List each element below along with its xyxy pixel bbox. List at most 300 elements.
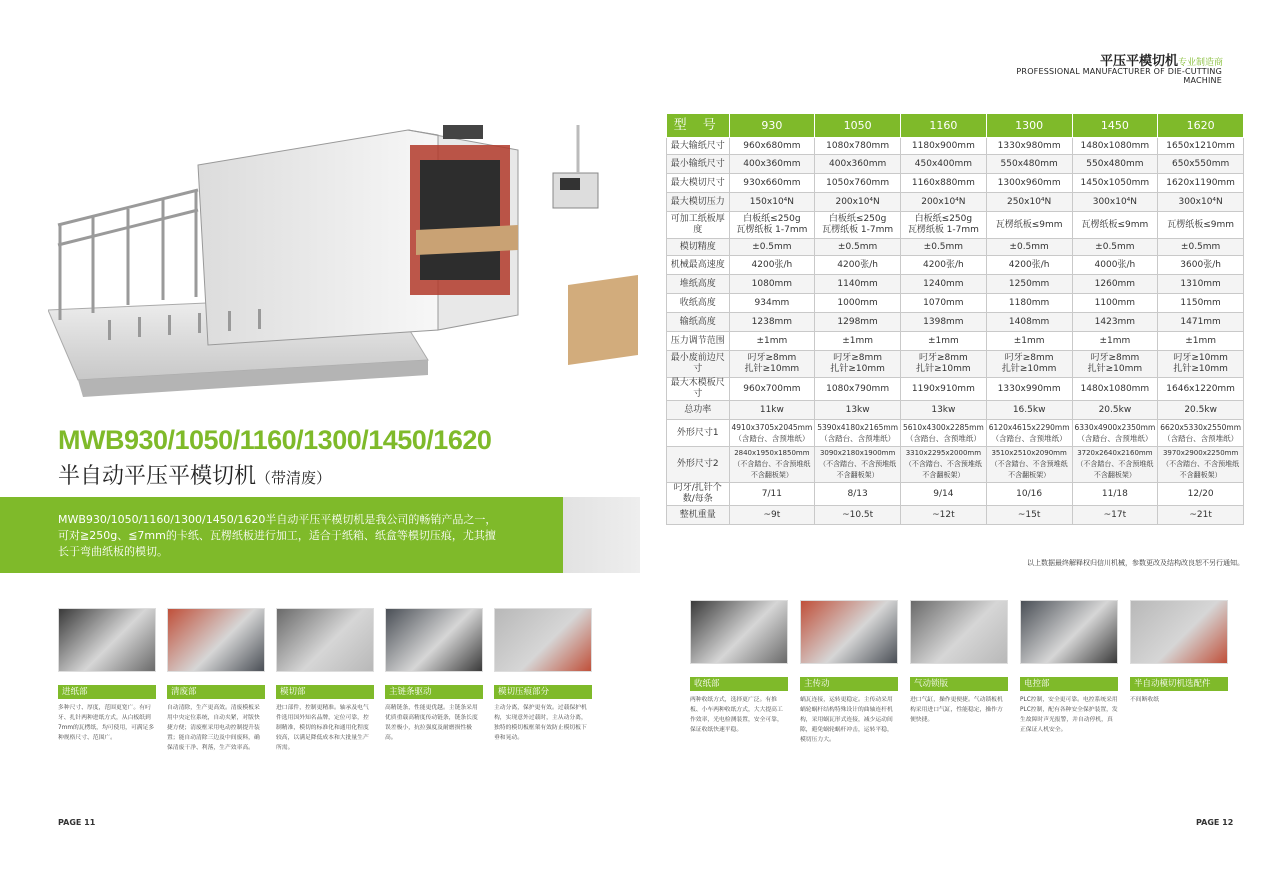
spec-cell-line: 13kw [931, 404, 956, 415]
spec-cell-line: 13kw [845, 404, 870, 415]
spec-cell [815, 212, 901, 239]
spec-cell [1072, 483, 1158, 506]
spec-row [667, 483, 1244, 506]
feature-photo [800, 600, 898, 664]
spec-cell-line: ±1mm [1013, 335, 1045, 346]
spec-cell-line: 3600张/h [1180, 259, 1221, 270]
spec-row-label: 最大模切压力 [667, 193, 730, 212]
spec-cell-line: ±1mm [756, 335, 788, 346]
feature-photo [1130, 600, 1228, 664]
spec-cell-line: （含踏台、含预堆纸） [1077, 434, 1153, 443]
header-title: 平压平模切机专业制造商 [1100, 54, 1224, 69]
spec-table [666, 113, 1244, 525]
product-description: MWB930/1050/1160/1300/1450/1620半自动平压平模切机是我公司的畅销产品之一，可对≧250g、≦7mm的卡纸、瓦楞纸板进行加工，适合于纸箱、纸盒等模切压痕，尤其擅长于弯曲纸板的模切。 [58, 513, 497, 558]
spec-cell [729, 483, 815, 506]
spec-cell-line: ±0.5mm [837, 241, 878, 252]
spec-row-label: 收纸高度 [667, 294, 730, 313]
page-number-right: PAGE 12 [1196, 818, 1234, 827]
spec-cell [815, 401, 901, 420]
spec-row-label: 外形尺寸2 [667, 447, 730, 483]
spec-cell [1158, 193, 1244, 212]
spec-cell [729, 378, 815, 401]
spec-cell-line: ±1mm [1099, 335, 1131, 346]
spec-cell-line: 瓦楞纸板≤9mm [1081, 219, 1149, 230]
spec-model-1620: 1620 [1158, 114, 1244, 138]
spec-row-label: 输纸高度 [667, 313, 730, 332]
spec-row-label: 最大模切尺寸 [667, 174, 730, 193]
spec-cell-line: （含踏台、含预堆纸） [734, 434, 810, 443]
spec-cell [1072, 155, 1158, 174]
spec-row-label: 可加工纸板厚度 [667, 212, 730, 239]
feature-text: 高精链条，性能更优越。主链条采用优质重载高精度传动链条，链条长度误差极小，抗拉强度及耐磨损性极高。 [385, 705, 478, 741]
spec-cell [729, 401, 815, 420]
spec-cell-line: 白板纸≤250g [828, 214, 887, 224]
spec-cell-line: 叼牙≥10mm [1173, 353, 1228, 363]
spec-cell-line: 1650x1210mm [1166, 140, 1235, 151]
spec-cell [901, 275, 987, 294]
spec-cell [901, 447, 987, 483]
spec-model-1160: 1160 [901, 114, 987, 138]
spec-row [667, 138, 1244, 155]
spec-cell-line: 10/16 [1016, 488, 1043, 499]
feature-label: 进纸部 [58, 685, 156, 699]
spec-cell [1158, 378, 1244, 401]
spec-row [667, 401, 1244, 420]
spec-cell-line: ~10.5t [842, 509, 874, 520]
spec-cell-line: 650x550mm [1172, 158, 1230, 169]
spec-row-label: 最大输纸尺寸 [667, 138, 730, 155]
spec-model-1450: 1450 [1072, 114, 1158, 138]
header-title-en: PROFESSIONAL MANUFACTURER OF DIE-CUTTING MACHINE [1016, 67, 1222, 85]
spec-model-1050: 1050 [815, 114, 901, 138]
spec-cell [986, 275, 1072, 294]
spec-cell-line: 1080x780mm [826, 140, 890, 151]
spec-cell [815, 193, 901, 212]
spec-cell-line: 1620x1190mm [1166, 177, 1235, 188]
spec-cell-line: 300x10⁴N [1092, 196, 1138, 207]
spec-cell-line: ~21t [1189, 509, 1212, 520]
spec-row-label: 最小输纸尺寸 [667, 155, 730, 174]
spec-cell [901, 401, 987, 420]
spec-cell-line: 3720x2640x2160mm [1077, 449, 1153, 457]
spec-cell [729, 351, 815, 378]
spec-cell [901, 239, 987, 256]
feature-text: 自动清除，生产更高效。清废模板采用中央定位系统，自动夹紧，对版快捷方便；清废框采用电动控制提升装置；能自动清除三边及中间废料，确保清废干净、利落，生产效率高。 [167, 705, 260, 751]
feature-text: 两种收纸方式，选择更广泛。有推板、小车两种收纸方式，大大提高工作效率，光电检测装置，安全可靠，保证收纸快速平稳。 [690, 697, 783, 733]
spec-cell-line: 不含翻板架） [1179, 471, 1222, 479]
spec-note: 以上数据最终解释权归信川机械，参数更改及结构改良恕不另行通知。 [1027, 559, 1244, 567]
spec-cell-line: ±0.5mm [1180, 241, 1221, 252]
spec-cell [1158, 212, 1244, 239]
spec-cell-line: ±0.5mm [923, 241, 964, 252]
spec-cell [815, 174, 901, 193]
spec-cell-line: 叼牙≥8mm [1004, 353, 1054, 363]
spec-cell-line: 1070mm [923, 297, 964, 308]
spec-cell [986, 174, 1072, 193]
feature-text: 主动分离，保护更有效。过载保护机构，实现意外过载时，主从动分离，独特的模切板框架有效防止模切板下垂和晃动。 [494, 705, 587, 741]
feature-label: 模切压痕部分 [494, 685, 592, 699]
spec-model-930: 930 [729, 114, 815, 138]
spec-cell [986, 506, 1072, 525]
spec-cell-line: 8/13 [847, 488, 868, 499]
feature-photo [385, 608, 483, 672]
spec-row [667, 174, 1244, 193]
spec-cell-line: 1298mm [837, 316, 878, 327]
spec-cell [815, 483, 901, 506]
spec-cell [815, 138, 901, 155]
spec-row [667, 294, 1244, 313]
spec-cell-line: 1140mm [837, 278, 878, 289]
spec-cell [729, 506, 815, 525]
spec-cell-line: 9/14 [933, 488, 954, 499]
spec-cell-line: ±0.5mm [752, 241, 792, 252]
spec-cell [1158, 483, 1244, 506]
spec-cell [1072, 401, 1158, 420]
feature-text: 蜗瓦连接，运转更稳定。主传动采用蜗轮蜗杆结构特殊设计的曲轴连杆机构，采用蜗瓦形式连接，减少运动间隙，避免蜗轮蜗杆冲击，运转平稳，模切压力大。 [800, 697, 893, 743]
spec-cell [729, 313, 815, 332]
spec-cell [1072, 447, 1158, 483]
page-number-left: PAGE 11 [58, 818, 96, 827]
spec-cell-line: （含踏台、含预堆纸） [820, 434, 896, 443]
spec-cell-line: 200x10⁴N [921, 196, 966, 207]
product-model: MWB930/1050/1160/1300/1450/1620 [58, 425, 492, 455]
spec-cell-line: 3510x2510x2090mm [991, 449, 1067, 457]
spec-cell [986, 239, 1072, 256]
spec-cell-line: 960x700mm [743, 383, 801, 394]
spec-row-label: 最大木模板尺寸 [667, 378, 730, 401]
spec-row [667, 447, 1244, 483]
spec-row-label: 压力调节范围 [667, 332, 730, 351]
spec-cell-line: （含踏台、含预堆纸） [991, 434, 1067, 443]
spec-cell [901, 256, 987, 275]
spec-cell [901, 193, 987, 212]
feature-photo [167, 608, 265, 672]
spec-cell-line: 1050x760mm [826, 177, 890, 188]
header-subtitle: 专业制造商 [1178, 58, 1224, 68]
spec-cell [1158, 275, 1244, 294]
spec-cell [1158, 294, 1244, 313]
spec-cell-line: 150x10⁴N [749, 196, 795, 207]
spec-cell [901, 212, 987, 239]
spec-cell-line: 1423mm [1094, 316, 1136, 327]
spec-cell-line: 5390x4180x2165mm [817, 423, 898, 432]
spec-cell [1072, 138, 1158, 155]
spec-cell-line: 6120x4615x2290mm [988, 423, 1070, 432]
spec-cell-line: （含踏台、含预堆纸） [1163, 434, 1239, 443]
spec-cell [1072, 193, 1158, 212]
spec-cell-line: 4200张/h [751, 259, 793, 270]
spec-cell-line: ±0.5mm [1009, 241, 1049, 252]
spec-cell [901, 420, 987, 447]
feature-label: 清废部 [167, 685, 265, 699]
spec-cell [986, 256, 1072, 275]
spec-cell-line: 1238mm [751, 316, 793, 327]
spec-cell [815, 378, 901, 401]
product-name-suffix: （带清废） [256, 469, 332, 487]
spec-cell [1072, 239, 1158, 256]
spec-cell-line: 不含翻板架） [922, 471, 965, 479]
spec-cell-line: 4200张/h [837, 259, 878, 270]
spec-cell-line: 1150mm [1180, 297, 1221, 308]
spec-cell-line: 550x480mm [1000, 158, 1058, 169]
spec-model-1300: 1300 [986, 114, 1072, 138]
spec-cell-line: （含踏台、含预堆纸） [905, 434, 981, 443]
spec-cell-line: 4000张/h [1094, 259, 1136, 270]
spec-row-label: 总功率 [667, 401, 730, 420]
spec-cell-line: 扎针≥10mm [1087, 364, 1143, 374]
spec-cell-line: 11/18 [1101, 488, 1128, 499]
spec-cell [986, 351, 1072, 378]
spec-cell [1072, 506, 1158, 525]
feature-text: PLC控制，安全更可靠。电控系统采用PLC控制，配有各种安全保护装置，发生故障时声光报警，并自动停机，真正保证人机安全。 [1020, 697, 1118, 733]
spec-cell [901, 313, 987, 332]
spec-cell-line: （不含踏台、不含预堆纸 [1162, 460, 1240, 468]
spec-cell-line: 1646x1220mm [1166, 383, 1235, 394]
spec-cell-line: 瓦楞纸板≤9mm [1167, 219, 1235, 230]
spec-row-label: 整机重量 [667, 506, 730, 525]
spec-cell [901, 506, 987, 525]
spec-cell-line: 扎针≥10mm [1173, 364, 1228, 374]
spec-cell-line: 3970x2900x2250mm [1162, 449, 1239, 457]
spec-cell [729, 174, 815, 193]
spec-cell [901, 174, 987, 193]
feature-label: 主传动 [800, 677, 898, 691]
spec-cell-line: ±1mm [842, 335, 874, 346]
spec-cell-line: 250x10⁴N [1006, 196, 1052, 207]
spec-cell-line: 4200张/h [923, 259, 964, 270]
spec-row-label: 机械最高速度 [667, 256, 730, 275]
spec-cell-line: 1408mm [1008, 316, 1050, 327]
spec-cell [729, 332, 815, 351]
spec-cell-line: 不含翻板架） [1008, 471, 1051, 479]
spec-cell-line: 扎针≥10mm [830, 364, 885, 374]
spec-cell-line: 叼牙≥8mm [833, 353, 883, 363]
spec-cell [901, 351, 987, 378]
spec-cell [815, 420, 901, 447]
spec-cell [1072, 212, 1158, 239]
spec-cell [815, 447, 901, 483]
feature-text: 进口气缸，操作更便捷。气动锁板机构采用进口气缸，性能稳定，操作方便快捷。 [910, 697, 1003, 723]
spec-cell-line: （不含踏台、不含预堆纸 [1076, 460, 1154, 468]
spec-cell [729, 294, 815, 313]
spec-cell-line: 400x360mm [829, 158, 887, 169]
spec-cell [1158, 420, 1244, 447]
spec-cell-line: 550x480mm [1086, 158, 1144, 169]
feature-text: 不间断收纸 [1130, 697, 1159, 703]
spec-cell [1158, 447, 1244, 483]
spec-cell-line: 20.5kw [1098, 404, 1132, 415]
spec-row [667, 155, 1244, 174]
spec-cell [815, 155, 901, 174]
spec-row-label: 外形尺寸1 [667, 420, 730, 447]
spec-cell-line: 20.5kw [1184, 404, 1217, 415]
spec-cell [1158, 351, 1244, 378]
feature-photo [690, 600, 788, 664]
spec-row [667, 275, 1244, 294]
spec-cell [986, 138, 1072, 155]
spec-cell-line: 1180x900mm [911, 140, 975, 151]
spec-cell-line: 16.5kw [1012, 404, 1046, 415]
spec-cell [729, 256, 815, 275]
spec-cell [729, 239, 815, 256]
spec-cell-line: 4200张/h [1008, 259, 1050, 270]
spec-cell-line: 叼牙≥8mm [918, 353, 968, 363]
spec-cell [1158, 256, 1244, 275]
spec-cell-line: 12/20 [1187, 488, 1214, 499]
spec-cell-line: ~9t [763, 509, 781, 520]
spec-cell [815, 332, 901, 351]
spec-cell [986, 483, 1072, 506]
spec-cell-line: 瓦楞纸板 1-7mm [822, 225, 894, 235]
spec-cell-line: 200x10⁴N [835, 196, 880, 207]
spec-cell-line: ±1mm [927, 335, 959, 346]
spec-cell-line: 瓦楞纸板≤9mm [995, 219, 1063, 230]
spec-cell-line: ~12t [932, 509, 955, 520]
spec-row [667, 332, 1244, 351]
spec-cell-line: 1300x960mm [997, 177, 1061, 188]
spec-cell-line: 6620x5330x2550mm [1160, 423, 1241, 432]
spec-cell-line: 不含翻板架） [836, 471, 879, 479]
spec-cell [815, 275, 901, 294]
spec-cell [986, 332, 1072, 351]
spec-row-label: 最小废前边尺寸 [667, 351, 730, 378]
feature-label: 模切部 [276, 685, 374, 699]
spec-cell-line: 白板纸≤250g [743, 214, 801, 224]
spec-cell-line: 1180mm [1008, 297, 1050, 308]
spec-cell [815, 351, 901, 378]
spec-cell [815, 506, 901, 525]
machine-photo [48, 115, 648, 405]
feature-label: 主链条驱动 [385, 685, 483, 699]
spec-cell [729, 212, 815, 239]
spec-cell-line: 1450x1050mm [1080, 177, 1150, 188]
spec-cell-line: 7/11 [761, 488, 782, 499]
spec-cell-line: 扎针≥10mm [916, 364, 971, 374]
spec-cell [901, 378, 987, 401]
spec-cell-line: 扎针≥10mm [1001, 364, 1057, 374]
feature-text: 多种尺寸、厚度，范围更宽广。有叼牙、扎针两种进纸方式，从白板纸到7mm的瓦楞纸，均可使用，可满足多种规格尺寸、范围广。 [58, 705, 155, 741]
spec-row [667, 378, 1244, 401]
feature-label: 电控部 [1020, 677, 1118, 691]
spec-cell [986, 420, 1072, 447]
spec-cell-line: 400x360mm [743, 158, 801, 169]
spec-header-label: 型 号 [667, 114, 730, 138]
spec-cell-line: 不含翻板架） [1093, 471, 1136, 479]
feature-photo [1020, 600, 1118, 664]
feature-photo [494, 608, 592, 672]
spec-cell-line: 1160x880mm [911, 177, 975, 188]
feature-label: 气动锁版 [910, 677, 1008, 691]
spec-cell [1158, 401, 1244, 420]
spec-row [667, 256, 1244, 275]
spec-cell-line: （不含踏台、不含预堆纸 [733, 460, 811, 468]
feature-photo [276, 608, 374, 672]
feature-text: 进口部件，控制更精准。轴承及电气件选用国外知名品牌，定位可靠，控制精准，模切的标准化和通用化程度较高，以满足降低成本和大批量生产所需。 [276, 705, 369, 751]
feature-photo [910, 600, 1008, 664]
feature-photo [58, 608, 156, 672]
spec-cell-line: ±0.5mm [1095, 241, 1135, 252]
spec-cell [1158, 332, 1244, 351]
spec-cell [729, 420, 815, 447]
spec-cell [729, 447, 815, 483]
spec-cell [815, 313, 901, 332]
spec-cell [815, 256, 901, 275]
spec-cell-line: 300x10⁴N [1178, 196, 1223, 207]
spec-cell-line: 5610x4300x2285mm [903, 423, 984, 432]
spec-row-label: 模切精度 [667, 239, 730, 256]
spec-cell-line: 934mm [754, 297, 790, 308]
spec-cell-line: 1310mm [1180, 278, 1221, 289]
spec-cell [1072, 313, 1158, 332]
spec-cell [986, 294, 1072, 313]
spec-cell-line: （不含踏台、不含预堆纸 [819, 460, 897, 468]
spec-cell [1158, 313, 1244, 332]
spec-cell [1158, 506, 1244, 525]
spec-cell [729, 193, 815, 212]
spec-cell-line: 1260mm [1094, 278, 1136, 289]
spec-cell [901, 332, 987, 351]
spec-cell-line: 11kw [759, 404, 784, 415]
spec-cell-line: 叼牙≥8mm [1090, 353, 1140, 363]
spec-cell [901, 294, 987, 313]
spec-cell-line: （不含踏台、不含预堆纸 [990, 460, 1068, 468]
spec-cell-line: ~15t [1017, 509, 1041, 520]
spec-cell [1158, 138, 1244, 155]
spec-row [667, 420, 1244, 447]
spec-cell-line: 1100mm [1094, 297, 1136, 308]
feature-label: 半自动模切机选配件 [1130, 677, 1228, 691]
spec-cell-line: 叼牙≥8mm [747, 353, 797, 363]
spec-cell [1072, 174, 1158, 193]
spec-cell [1072, 420, 1158, 447]
spec-cell-line: 6330x4900x2350mm [1074, 423, 1156, 432]
spec-cell [901, 155, 987, 174]
spec-cell-line: 1190x910mm [911, 383, 975, 394]
spec-row [667, 212, 1244, 239]
spec-cell-line: 1240mm [923, 278, 964, 289]
spec-cell-line: 白板纸≤250g [914, 214, 973, 224]
spec-cell-line: 1330x980mm [997, 140, 1061, 151]
spec-cell [729, 155, 815, 174]
spec-cell-line: ±1mm [1185, 335, 1217, 346]
spec-cell [1158, 239, 1244, 256]
spec-cell [986, 378, 1072, 401]
spec-cell-line: ~17t [1103, 509, 1127, 520]
spec-cell [986, 313, 1072, 332]
spec-cell-line: 1250mm [1008, 278, 1050, 289]
spec-cell [986, 401, 1072, 420]
spec-cell-line: 瓦楞纸板 1-7mm [736, 225, 808, 235]
spec-row [667, 193, 1244, 212]
spec-cell-line: （不含踏台、不含预堆纸 [904, 460, 982, 468]
spec-cell [986, 193, 1072, 212]
spec-cell-line: 1330x990mm [997, 383, 1061, 394]
spec-header-row [667, 114, 1244, 138]
spec-cell-line: 1398mm [923, 316, 964, 327]
spec-cell [815, 294, 901, 313]
spec-cell-line: 930x660mm [743, 177, 801, 188]
spec-cell-line: 瓦楞纸板 1-7mm [907, 225, 979, 235]
spec-cell [729, 138, 815, 155]
spec-cell-line: 2840x1950x1850mm [734, 449, 810, 457]
spec-cell [1072, 294, 1158, 313]
spec-cell [1072, 256, 1158, 275]
spec-row [667, 506, 1244, 525]
spec-cell-line: 1480x1080mm [1080, 140, 1150, 151]
spec-cell [1158, 155, 1244, 174]
spec-row [667, 313, 1244, 332]
spec-cell-line: 1080mm [751, 278, 793, 289]
